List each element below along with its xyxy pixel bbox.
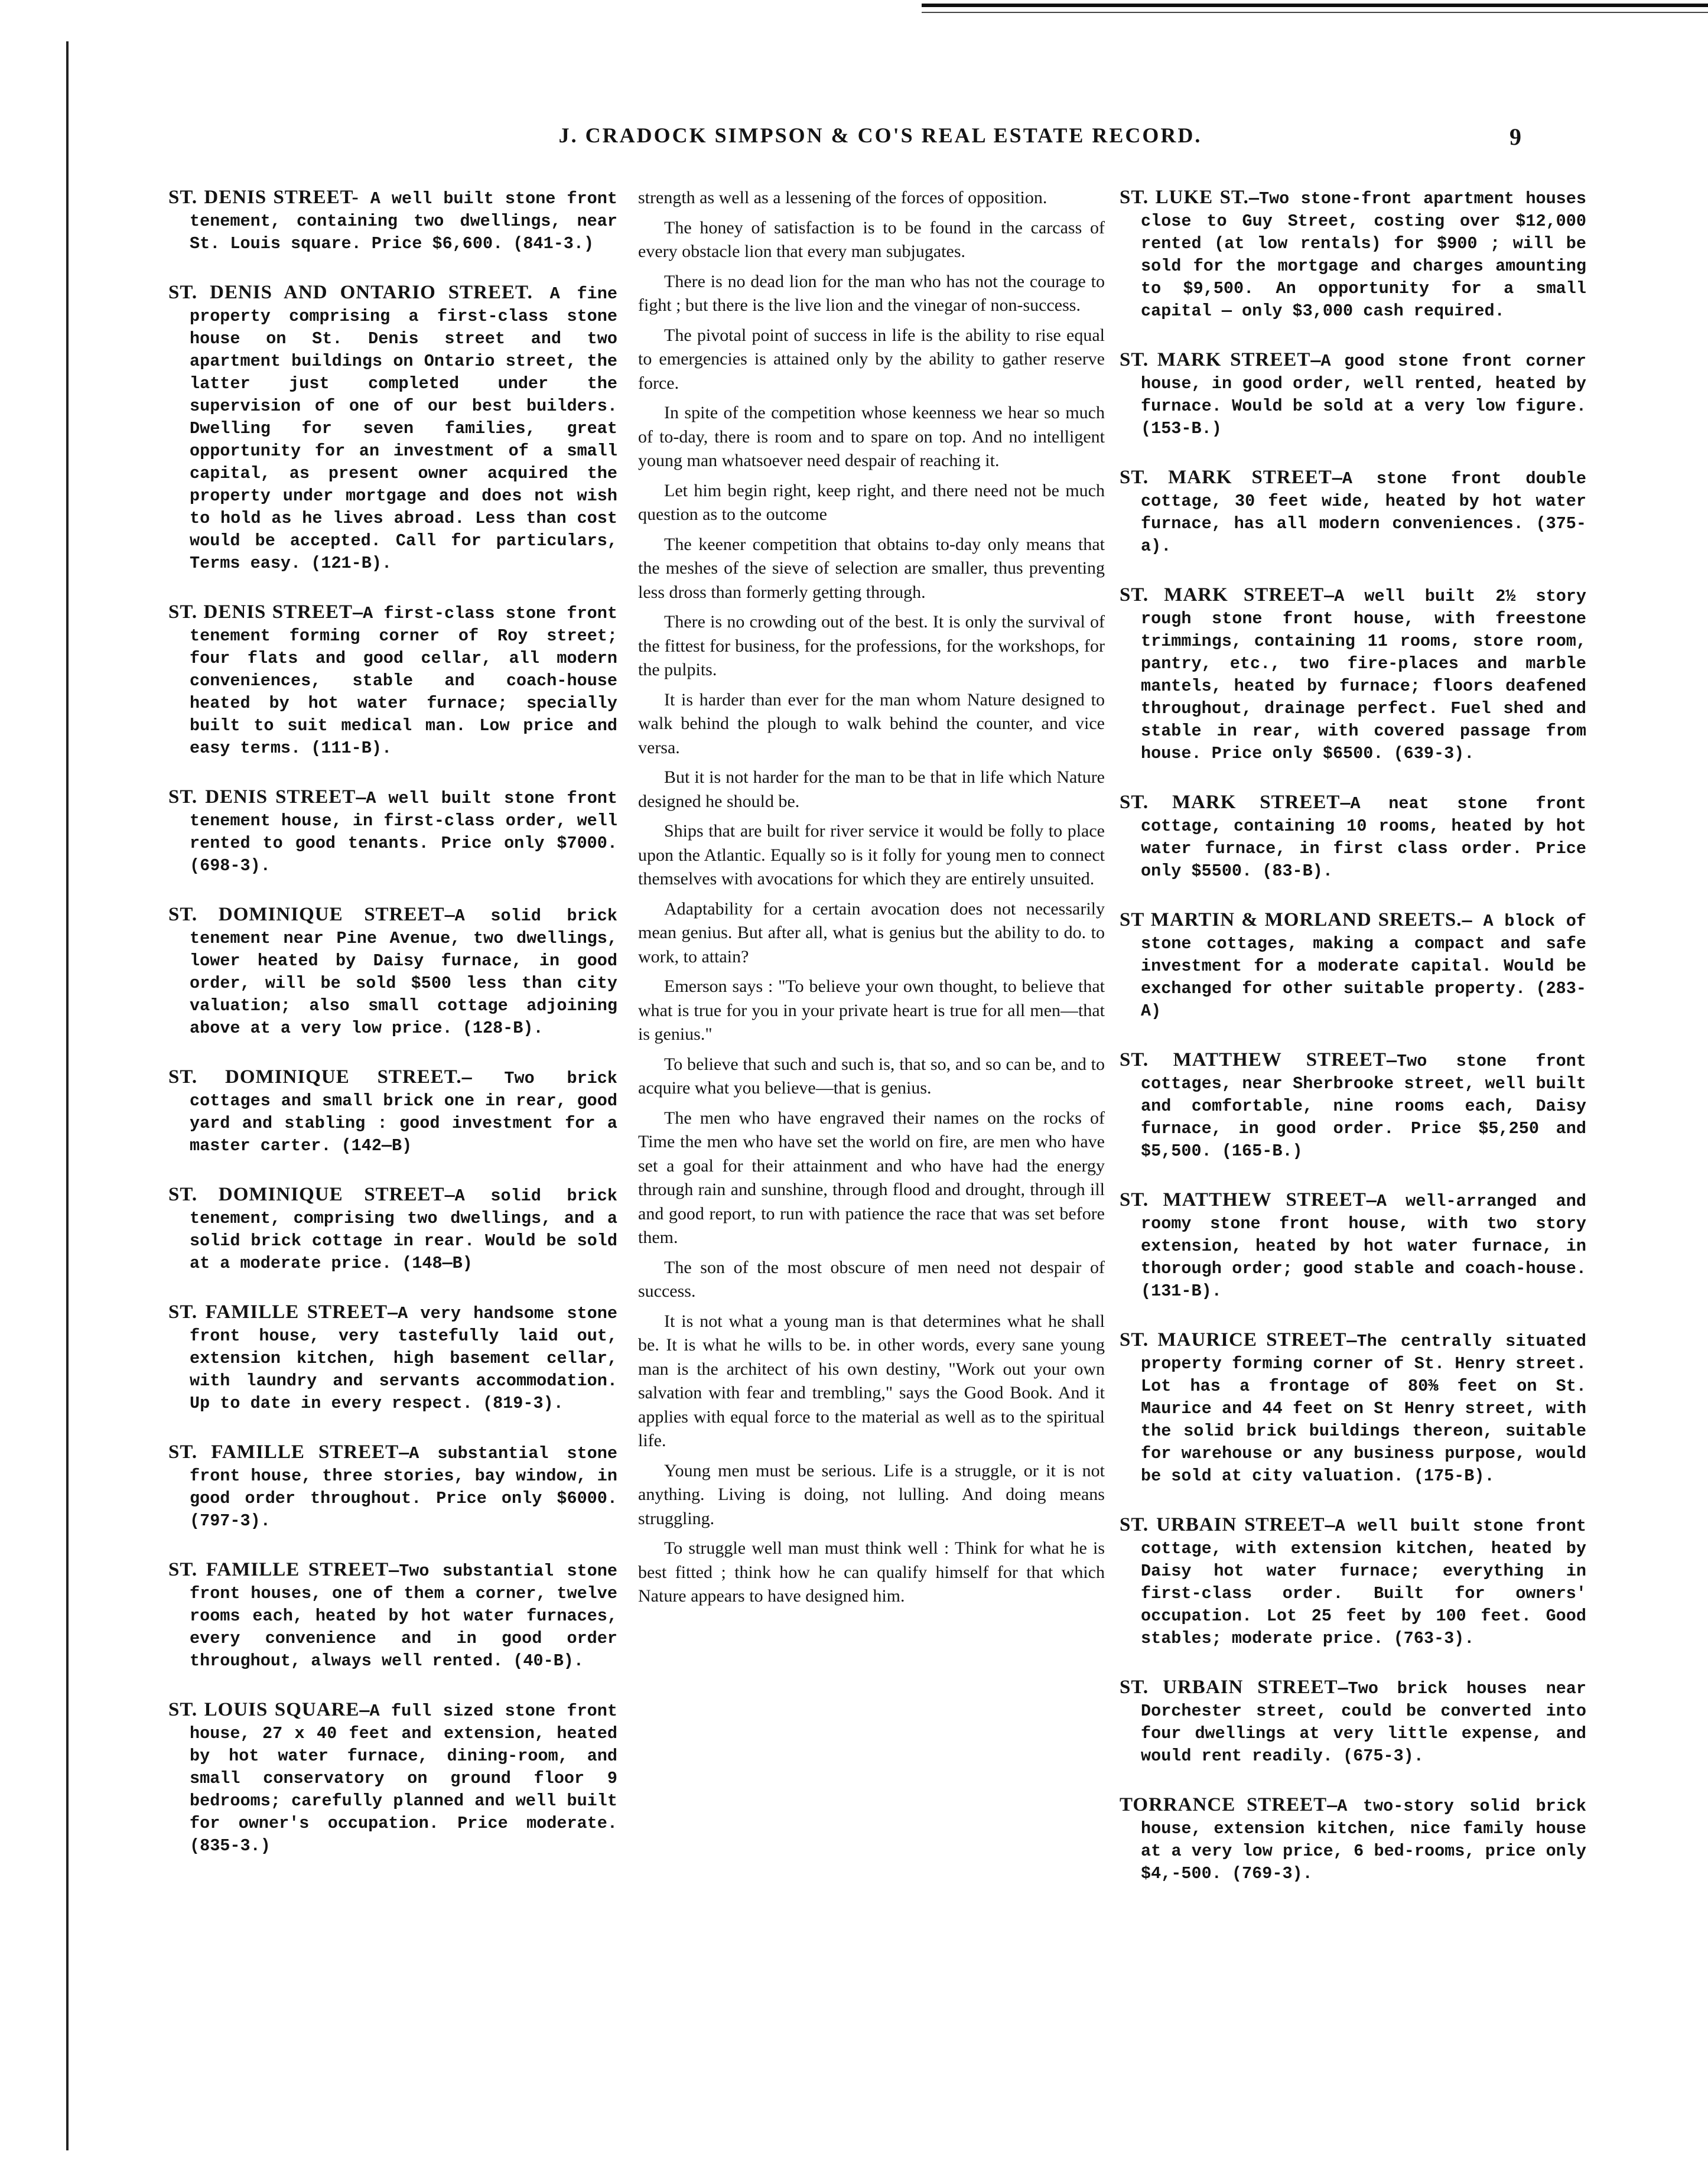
- listing-street-name: ST. DENIS STREET: [168, 786, 356, 808]
- listing-street-name: ST. MARK STREET: [1120, 349, 1311, 370]
- editorial-paragraph: The pivotal point of success in life is the ability to rise equal to emergencies is attained only by the ability to gather reserve force.: [638, 325, 1105, 393]
- listing-description: —A solid brick tenement near Pine Avenue, two dwellings, lower heated by Daisy furnace, in good order, will be sold $500 less than city valuation; also small cottage adjoining above at a very low price. (128-B).: [190, 906, 617, 1038]
- editorial-paragraph: Ships that are built for river service it would be folly to place upon the Atlantic. Equally so is it folly for young men to connect themselves with avocations for which they are entirely unsuited.: [638, 821, 1105, 889]
- listing-entry: [1120, 186, 1586, 323]
- listing-street-name: ST. FAMILLE STREET: [168, 1441, 399, 1463]
- listing-street-name: ST. DOMINIQUE STREET.: [168, 1066, 462, 1088]
- listing-description: —A two-story solid brick house, extension kitchen, nice family house at a very low price, 6 bed-rooms, price only $4,-500. (769-3).: [1141, 1797, 1586, 1883]
- listing-description: A well built stone front tenement, containing two dwellings, near St. Louis square. Price $6,600. (841-3.): [190, 189, 617, 253]
- listing-street-name: ST. MARK STREET: [1120, 467, 1332, 488]
- listing-entry: [1120, 1049, 1586, 1163]
- editorial-paragraph: The son of the most obscure of men need not despair of success.: [638, 1257, 1105, 1301]
- listing-entry: [168, 1183, 617, 1275]
- running-title: J. CRADOCK SIMPSON & CO'S REAL ESTATE RECORD.: [558, 123, 1202, 147]
- listing-description: —A full sized stone front house, 27 x 40 feet and extension, heated by hot water furnace, dining-room, and small conservatory on ground floor 9 bedrooms; carefully planned and well built for owner's occupation. Price moderate. (835-3.): [190, 1701, 617, 1856]
- listing-street-name: ST. DOMINIQUE STREET: [168, 904, 445, 925]
- listing-description: —A good stone front corner house, in good order, well rented, heated by furnace. Would be sold at a very low figure. (153-B.): [1141, 352, 1586, 438]
- listing-entry: [168, 1301, 617, 1415]
- listing-description: —Two brick houses near Dorchester street, could be converted into four dwellings at very little expense, and would rent readily. (675-3).: [1141, 1679, 1586, 1766]
- listing-entry: [168, 1441, 617, 1532]
- listing-street-name: ST MARTIN & MORLAND SREETS.: [1120, 909, 1462, 930]
- right-column-listings: [1120, 186, 1586, 2150]
- middle-column-editorial: [638, 186, 1105, 2150]
- listing-description: A fine property comprising a first-class stone house on St. Denis street and two apartment buildings on Ontario street, the latter just completed under the supervision of one of our best builders. Dwelling for seven families, great opportunity for an investment of a small capital, as present owner acquired the property under mortgage and does not wish to hold as he lives abroad. Less than cost would be accepted. Call for particulars, Terms easy. (121-B).: [190, 284, 617, 573]
- top-border-rule: [922, 4, 1708, 7]
- top-border-rule-thin: [922, 12, 1708, 13]
- listing-entry: [1120, 791, 1586, 883]
- listing-entry: [1120, 349, 1586, 440]
- listing-entry: [168, 1066, 617, 1157]
- listing-street-name: ST. FAMILLE STREET: [168, 1301, 388, 1323]
- listing-street-name: ST. URBAIN STREET: [1120, 1677, 1338, 1698]
- editorial-paragraph: To struggle well man must think well : Think for what he is best fitted ; think how he can qualify himself for that which Nature appears to have designed him.: [638, 1538, 1105, 1606]
- listing-street-name: TORRANCE STREET: [1120, 1794, 1328, 1815]
- listing-description: —A well-arranged and roomy stone front house, with two story extension, heated by hot water furnace, in thorough order; good stable and coach-house. (131-B).: [1141, 1192, 1586, 1301]
- listing-description: —A substantial stone front house, three stories, bay window, in good order throughout. Price only $6000. (797-3).: [190, 1444, 617, 1531]
- editorial-paragraph: Let him begin right, keep right, and there need not be much question as to the outcome: [638, 480, 1105, 524]
- editorial-paragraph: The keener competition that obtains to-day only means that the meshes of the sieve of selection are smaller, thus preventing less dross than formerly getting through.: [638, 534, 1105, 602]
- listing-description: —A well built 2½ story rough stone front house, with freestone trimmings, containing 11 rooms, store room, pantry, etc., two fire-places and marble mantels, heated by furnace; floors deafened throughout, drainage perfect. Fuel shed and stable in rear, with covered passage from house. Price only $6500. (639-3).: [1141, 587, 1586, 763]
- listing-description: — Two brick cottages and small brick one in rear, good yard and stabling : good investment for a master carter. (142—B): [190, 1069, 617, 1156]
- listing-description: —Two stone-front apartment houses close to Guy Street, costing over $12,000 rented (at low rentals) for $900 ; will be sold for the mortgage and charges amounting to $9,500. An opportunity for a small capital — only $3,000 cash required.: [1141, 189, 1586, 321]
- listing-entry: [168, 1558, 617, 1672]
- listing-entry: [168, 786, 617, 877]
- listing-description: —A first-class stone front tenement forming corner of Roy street; four flats and good cellar, all modern conveniences, stable and coach-house heated by hot water furnace; specially built to suit medical man. Low price and easy terms. (111-B).: [190, 604, 617, 758]
- listing-entry: [168, 601, 617, 760]
- left-binding-edge: [66, 41, 69, 2150]
- listing-description: —Two stone front cottages, near Sherbrooke street, well built and comfortable, nine rooms each, Daisy furnace, in good order. Price $5,250 and $5,500. (165-B.): [1141, 1052, 1586, 1161]
- listing-entry: [1120, 1329, 1586, 1488]
- listing-street-name: ST. MARK STREET: [1120, 792, 1341, 813]
- listing-street-name: ST. LUKE ST.: [1120, 187, 1249, 208]
- listing-entry: [168, 186, 617, 255]
- listing-entry: [168, 1698, 617, 1857]
- listing-entry: [168, 281, 617, 575]
- editorial-paragraph: Young men must be serious. Life is a struggle, or it is not anything. Living is doing, not lulling. And doing means struggling.: [638, 1460, 1105, 1528]
- listing-street-name: ST. DOMINIQUE STREET: [168, 1184, 445, 1205]
- listing-description: —A neat stone front cottage, containing 10 rooms, heated by hot water furnace, in first class order. Price only $5500. (83-B).: [1141, 794, 1586, 881]
- listing-street-name: ST. FAMILLE STREET: [168, 1559, 389, 1580]
- editorial-paragraph: It is harder than ever for the man whom Nature designed to walk behind the plough to walk behind the counter, and vice versa.: [638, 689, 1105, 757]
- editorial-paragraph: In spite of the competition whose keenness we hear so much of to-day, there is room and to spare on top. And no intelligent young man whatsoever need despair of reaching it.: [638, 403, 1105, 470]
- editorial-paragraph: There is no crowding out of the best. It is only the survival of the fittest for business, for the professions, for the workshops, for the pulpits.: [638, 612, 1105, 679]
- listing-description: —A well built stone front tenement house, in first-class order, well rented to good tenants. Price only $7000. (698-3).: [190, 789, 617, 876]
- listing-street-name: ST. MATTHEW STREET: [1120, 1189, 1367, 1210]
- editorial-paragraph: Emerson says : "To believe your own thought, to believe that what is true for you in your private heart is true for all men—that is genius.": [638, 977, 1105, 1044]
- editorial-paragraph: There is no dead lion for the man who has not the courage to fight ; but there is the live lion and the vinegar of non-success.: [638, 271, 1105, 315]
- editorial-paragraph: To believe that such and such is, that so, and so can be, and to acquire what you believe—that is genius.: [638, 1054, 1105, 1098]
- listing-description: —A well built stone front cottage, with extension kitchen, heated by Daisy hot water furnace; everything in first-class order. Built for owners' occupation. Lot 25 feet by 100 feet. Good stables; moderate price. (763-3).: [1141, 1516, 1586, 1648]
- listing-street-name: ST. DENIS STREET: [168, 601, 353, 623]
- listing-street-name: ST. DENIS STREET-: [168, 187, 359, 208]
- editorial-paragraph: But it is not harder for the man to be that in life which Nature designed he should be.: [638, 767, 1105, 811]
- listing-entry: [1120, 584, 1586, 765]
- listing-description: —Two substantial stone front houses, one of them a corner, twelve rooms each, heated by hot water furnaces, every convenience and in good order throughout, always well rented. (40-B).: [190, 1561, 617, 1671]
- editorial-paragraph: It is not what a young man is that determines what he shall be. It is what he wills to be. in other words, every sane young man is the architect of his own destiny, "Work out your own salvation with fear and trembling," says the Good Book. And it applies with equal force to the material as well as to the spiritual life.: [638, 1311, 1105, 1450]
- page-header: [0, 123, 1708, 158]
- listing-entry: [1120, 1676, 1586, 1768]
- editorial-paragraph: strength as well as a lessening of the forces of opposition.: [638, 188, 1047, 207]
- listing-description: —A solid brick tenement, comprising two dwellings, and a solid brick cottage in rear. Would be sold at a moderate price. (148—B): [190, 1186, 617, 1273]
- listing-description: —The centrally situated property forming corner of St. Henry street. Lot has a frontage of 80⅜ feet on St. Maurice and 44 feet on St Henry street, with the solid brick buildings thereon, suitable for warehouse or any business purpose, would be sold at city valuation. (175-B).: [1141, 1332, 1586, 1486]
- listing-entry: [1120, 1189, 1586, 1303]
- listing-street-name: ST. MAURICE STREET: [1120, 1329, 1347, 1350]
- listing-description: —A very handsome stone front house, very tastefully laid out, extension kitchen, high basement cellar, with laundry and servants accommodation. Up to date in every respect. (819-3).: [190, 1304, 617, 1413]
- editorial-paragraph: The honey of satisfaction is to be found in the carcass of every obstacle lion that every man subjugates.: [638, 217, 1105, 261]
- listing-street-name: ST. URBAIN STREET: [1120, 1514, 1325, 1535]
- listing-entry: [1120, 909, 1586, 1023]
- listing-entry: [168, 903, 617, 1040]
- page-number: 9: [1509, 123, 1521, 150]
- listing-description: — A block of stone cottages, making a compact and safe investment for a moderate capital. Would be exchanged for other suitable property. (283-A): [1141, 912, 1586, 1021]
- listing-description: —A stone front double cottage, 30 feet wide, heated by hot water furnace, has all modern conveniences. (375-a).: [1141, 469, 1586, 556]
- listing-street-name: ST. MARK STREET: [1120, 584, 1325, 606]
- listing-street-name: ST. LOUIS SQUARE: [168, 1699, 360, 1720]
- listing-street-name: ST. DENIS AND ONTARIO STREET.: [168, 282, 533, 303]
- listing-entry: [1120, 466, 1586, 558]
- editorial-paragraph: The men who have engraved their names on the rocks of Time the men who have set the world on fire, are men who have set a goal for their attainment and who have had the energy through rain and sunshine, through flood and drought, through ill and good report, to run with patience the race that was set before them.: [638, 1108, 1105, 1247]
- listing-street-name: ST. MATTHEW STREET: [1120, 1049, 1387, 1070]
- listing-entry: [1120, 1514, 1586, 1650]
- editorial-paragraph: Adaptability for a certain avocation does not necessarily mean genius. But after all, what is genius but the ability to do. to work, to attain?: [638, 899, 1105, 966]
- listing-entry: [1120, 1794, 1586, 1885]
- left-column-listings: [168, 186, 617, 2150]
